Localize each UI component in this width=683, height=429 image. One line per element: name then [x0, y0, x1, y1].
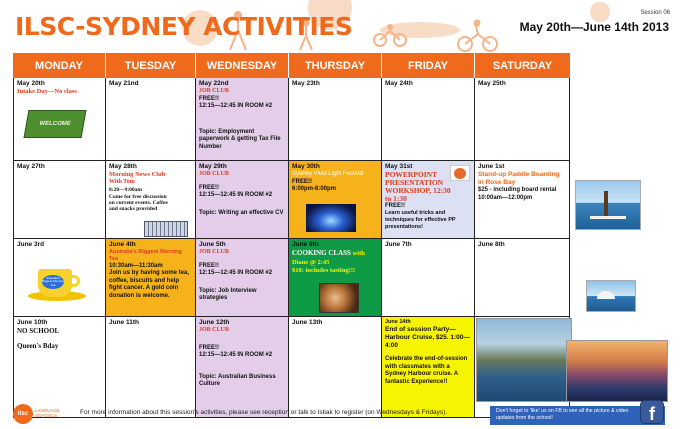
job-club-time: 12:15—12:45 IN ROOM #2: [199, 352, 273, 359]
facebook-icon[interactable]: f: [640, 400, 664, 424]
cell-date: May 22nd: [199, 80, 229, 87]
cooking-with: with: [352, 250, 365, 258]
footer-info: For more information about this session's activities, please see reception or talk to Istiak to register (on Wednesdays & Fridays).: [80, 409, 448, 416]
morning-tea-mug-image: [28, 267, 86, 303]
harbour-sunset-photo: [566, 340, 668, 402]
job-club-time: 12:15—12:45 IN ROOM #2: [199, 192, 273, 199]
free-label: FREE!!: [292, 178, 312, 185]
welcome-mat-text: WELCOME: [38, 121, 72, 127]
newspaper-image: [144, 221, 188, 237]
job-club-title: JOB CLUB: [199, 249, 229, 256]
cell-date: June 6th: [292, 241, 319, 248]
cell-june-7: [382, 239, 475, 317]
day-header-saturday: SATURDAY: [475, 53, 570, 78]
job-club-title: JOB CLUB: [199, 171, 229, 178]
cell-may-30: [289, 161, 382, 239]
cell-date: June 5th: [199, 241, 226, 248]
cell-may-21: [106, 78, 196, 161]
cooking-title: COOKING CLASS: [292, 249, 351, 258]
cell-may-25: [475, 78, 570, 161]
morning-tea-desc: Join us by having some tea, coffee, biscuits and help fight cancer. A gold coin donation is welcome.: [109, 270, 190, 299]
job-club-time: 12:15—12:45 IN ROOM #2: [199, 270, 273, 277]
cell-june-8: [475, 239, 570, 317]
news-club-title: Morning News Club: [109, 171, 166, 179]
cell-june-11: [106, 317, 196, 418]
welcome-mat-image: [24, 110, 87, 138]
cell-date: June 13th: [292, 319, 323, 326]
mug-label: Australia's Biggest Morning Tea: [42, 275, 64, 289]
cell-date: June 1st: [478, 163, 505, 170]
cell-date: May 24th: [385, 80, 413, 87]
job-club-topic: Topic: Australian Business Culture: [199, 373, 276, 388]
cell-date: June 8th: [478, 241, 505, 248]
session-label: Session 06: [640, 10, 670, 16]
cell-date: May 25th: [478, 80, 506, 87]
paddle-time: 10:00am—12:00pm: [478, 194, 533, 201]
vivid-festival-image: [306, 204, 356, 232]
paddle-title: Stand-up Paddle Boarding in Rose Bay: [478, 171, 560, 187]
logo-sub-language: LANGUAGE: [35, 408, 61, 413]
party-title: End of session Party—Harbour Cruise, $25. 1:00—4:00: [385, 325, 470, 350]
cell-may-29: [196, 161, 289, 239]
cell-date: May 20th: [17, 80, 45, 87]
cell-date: June 3rd: [17, 241, 45, 248]
job-club-topic: Topic: Job Interview strategies: [199, 287, 257, 302]
intake-note: Intake Day—No class: [17, 88, 77, 96]
cell-date: June 10th: [17, 319, 48, 326]
cell-june-6: [289, 239, 382, 317]
facebook-text: Don't forget to 'like' us on FB to see all the picture & video updates from the school!: [496, 408, 629, 422]
cell-date: May 21nd: [109, 80, 139, 87]
cell-date: May 30th: [292, 163, 320, 170]
cooking-host: Diane @ 2:45: [292, 258, 330, 266]
job-club-title: JOB CLUB: [199, 327, 229, 334]
cell-date: June 14th: [385, 319, 411, 325]
cell-may-22: [196, 78, 289, 161]
cell-june-1: [475, 161, 570, 239]
job-club-topic: Topic: Employment paperwork & getting Tax File Number: [199, 128, 281, 150]
paddle-price: $25 - including board rental: [478, 187, 557, 194]
cell-june-14: [382, 317, 475, 418]
cell-june-4: [106, 239, 196, 317]
logo-sub-schools: SCHOOLS: [35, 413, 58, 419]
cell-may-28: [106, 161, 196, 239]
paddle-boarding-photo: [575, 180, 641, 230]
job-club-time: 12:15—12:45 IN ROOM #2: [199, 103, 273, 110]
free-label: FREE!!: [199, 95, 219, 102]
cell-date: May 31st: [385, 163, 413, 170]
harbour-aerial-photo: [476, 318, 572, 402]
cell-june-10: [13, 317, 106, 418]
free-label: FREE!!: [385, 202, 405, 209]
cell-date: May 27th: [17, 163, 45, 170]
cell-may-27: [13, 161, 106, 239]
vivid-time: 6:00pm-8:00pm: [292, 186, 337, 193]
cell-may-23: [289, 78, 382, 161]
day-header-monday: MONDAY: [13, 53, 106, 78]
cell-may-24: [382, 78, 475, 161]
vivid-title: Sydney Vivid Light Festival: [292, 171, 364, 178]
powerpoint-desc: Learn useful tricks and techniques for effective PP presentations!: [385, 210, 456, 230]
cell-may-31: [382, 161, 475, 239]
cell-date: June 7th: [385, 241, 412, 248]
ilsc-logo: [13, 404, 73, 426]
cell-june-12: [196, 317, 289, 418]
cooking-price: $10: includes tasting!!!: [292, 266, 356, 274]
date-range: May 20th—June 14th 2013: [519, 20, 669, 34]
no-school-note: NO SCHOOL: [17, 327, 60, 336]
morning-tea-title: Australia's Biggest Morning Tea: [109, 249, 182, 262]
cell-date: June 4th: [109, 241, 136, 248]
day-header-friday: FRIDAY: [382, 53, 475, 78]
free-label: FREE!!: [199, 262, 219, 269]
job-club-topic: Topic: Writing an effective CV: [199, 209, 284, 216]
queens-bday-note: Queen's Bday: [17, 341, 59, 350]
cell-date: June 12th: [199, 319, 230, 326]
cell-date: June 11th: [109, 319, 139, 326]
powerpoint-title: POWERPOINT PRESENTATION WORKSHOP, 12:30 to 1:30: [385, 170, 451, 203]
powerpoint-logo-icon: [450, 165, 470, 181]
free-label: FREE!!: [199, 184, 219, 191]
facebook-banner[interactable]: [490, 406, 665, 425]
cell-june-13: [289, 317, 382, 418]
opera-house-photo: [586, 280, 636, 312]
news-club-desc: Come for free discussion on current events. Coffee and snacks provided: [109, 193, 168, 213]
news-club-host: With Tom: [109, 179, 135, 186]
cell-date: May 23th: [292, 80, 320, 87]
cell-date: May 29th: [199, 163, 227, 170]
party-desc: Celebrate the end-of-session with classmates with a Sydney Harbour cruise. A fantastic Experience!!: [385, 356, 468, 385]
job-club-title: JOB CLUB: [199, 88, 229, 95]
cell-june-5: [196, 239, 289, 317]
cell-date: May 28th: [109, 163, 137, 170]
cell-june-3: [13, 239, 106, 317]
page-title: ILSC-SYDNEY ACTIVITIES: [15, 12, 353, 41]
cooking-food-image: [319, 283, 359, 313]
logo-mark: ilsc: [13, 404, 33, 424]
cell-may-20: [13, 78, 106, 161]
news-club-time: 8:20—9:00am: [109, 186, 142, 193]
day-header-tuesday: TUESDAY: [106, 53, 196, 78]
morning-tea-time: 10:30am—11:30am: [109, 262, 163, 269]
free-label: FREE!!: [199, 344, 219, 351]
day-header-thursday: THURSDAY: [289, 53, 382, 78]
day-header-wednesday: WEDNESDAY: [196, 53, 289, 78]
